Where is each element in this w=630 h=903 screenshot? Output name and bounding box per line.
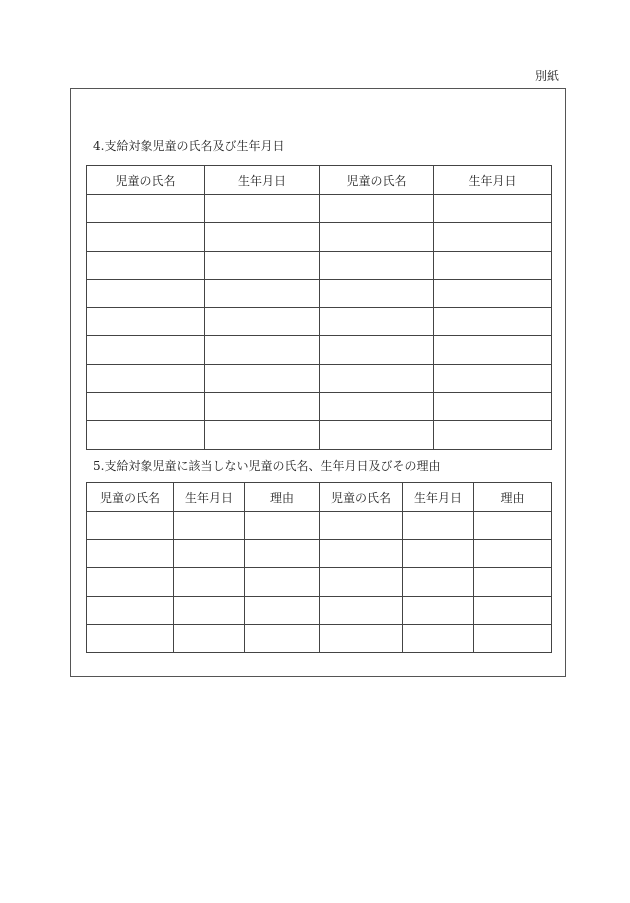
blank-entry-cell[interactable] [320, 624, 403, 652]
eligible-children-table [86, 165, 552, 450]
ineligible-children-table [86, 482, 552, 653]
section-5-title: 5.支給対象児童に該当しない児童の氏名、生年月日及びその理由 [93, 459, 441, 473]
blank-entry-cell[interactable] [87, 336, 205, 364]
section-4-title: 4.支給対象児童の氏名及び生年月日 [93, 139, 285, 153]
column-header-birthdate: 生年月日 [434, 166, 552, 195]
blank-entry-cell[interactable] [205, 336, 320, 364]
blank-entry-cell[interactable] [87, 279, 205, 307]
blank-entry-cell[interactable] [87, 596, 174, 624]
blank-entry-cell[interactable] [434, 308, 552, 336]
blank-entry-cell[interactable] [320, 223, 434, 251]
table-row [87, 251, 552, 279]
blank-entry-cell[interactable] [320, 393, 434, 421]
table-row [87, 364, 552, 392]
blank-entry-cell[interactable] [403, 568, 474, 596]
blank-entry-cell[interactable] [87, 512, 174, 540]
table-row [87, 336, 552, 364]
blank-entry-cell[interactable] [434, 364, 552, 392]
blank-entry-cell[interactable] [205, 251, 320, 279]
blank-entry-cell[interactable] [245, 596, 320, 624]
blank-entry-cell[interactable] [320, 421, 434, 449]
blank-entry-cell[interactable] [403, 540, 474, 568]
blank-entry-cell[interactable] [205, 393, 320, 421]
blank-entry-cell[interactable] [87, 308, 205, 336]
blank-entry-cell[interactable] [87, 393, 205, 421]
column-header-child-name: 児童の氏名 [87, 483, 174, 512]
blank-entry-cell[interactable] [174, 624, 245, 652]
blank-entry-cell[interactable] [87, 624, 174, 652]
blank-entry-cell[interactable] [320, 251, 434, 279]
table-row [87, 195, 552, 223]
table-row [87, 393, 552, 421]
table-row [87, 421, 552, 449]
blank-entry-cell[interactable] [434, 195, 552, 223]
blank-entry-cell[interactable] [205, 308, 320, 336]
blank-entry-cell[interactable] [474, 568, 552, 596]
column-header-child-name: 児童の氏名 [320, 483, 403, 512]
blank-entry-cell[interactable] [434, 223, 552, 251]
blank-entry-cell[interactable] [434, 251, 552, 279]
blank-entry-cell[interactable] [403, 624, 474, 652]
blank-entry-cell[interactable] [245, 624, 320, 652]
blank-entry-cell[interactable] [474, 512, 552, 540]
table-row [87, 568, 552, 596]
table-row [87, 540, 552, 568]
blank-entry-cell[interactable] [474, 596, 552, 624]
table-row [87, 223, 552, 251]
blank-entry-cell[interactable] [87, 195, 205, 223]
blank-entry-cell[interactable] [87, 540, 174, 568]
table-header-row [87, 166, 552, 195]
blank-entry-cell[interactable] [320, 540, 403, 568]
column-header-birthdate: 生年月日 [174, 483, 245, 512]
blank-entry-cell[interactable] [174, 540, 245, 568]
blank-entry-cell[interactable] [434, 279, 552, 307]
blank-entry-cell[interactable] [87, 223, 205, 251]
column-header-reason: 理由 [245, 483, 320, 512]
blank-entry-cell[interactable] [403, 512, 474, 540]
blank-entry-cell[interactable] [245, 568, 320, 596]
blank-entry-cell[interactable] [434, 393, 552, 421]
blank-entry-cell[interactable] [320, 596, 403, 624]
blank-entry-cell[interactable] [320, 279, 434, 307]
blank-entry-cell[interactable] [320, 336, 434, 364]
blank-entry-cell[interactable] [87, 251, 205, 279]
blank-entry-cell[interactable] [205, 421, 320, 449]
column-header-child-name: 児童の氏名 [320, 166, 434, 195]
blank-entry-cell[interactable] [87, 568, 174, 596]
blank-entry-cell[interactable] [474, 540, 552, 568]
table-row [87, 308, 552, 336]
blank-entry-cell[interactable] [174, 512, 245, 540]
blank-entry-cell[interactable] [320, 308, 434, 336]
table-row [87, 512, 552, 540]
blank-entry-cell[interactable] [403, 596, 474, 624]
column-header-birthdate: 生年月日 [403, 483, 474, 512]
table-row [87, 596, 552, 624]
blank-entry-cell[interactable] [174, 596, 245, 624]
blank-entry-cell[interactable] [205, 223, 320, 251]
blank-entry-cell[interactable] [205, 195, 320, 223]
page-label: 別紙 [535, 69, 560, 83]
table-row [87, 279, 552, 307]
blank-entry-cell[interactable] [205, 279, 320, 307]
blank-entry-cell[interactable] [245, 512, 320, 540]
table-header-row [87, 483, 552, 512]
column-header-birthdate: 生年月日 [205, 166, 320, 195]
column-header-reason: 理由 [474, 483, 552, 512]
blank-entry-cell[interactable] [87, 421, 205, 449]
blank-entry-cell[interactable] [320, 568, 403, 596]
blank-entry-cell[interactable] [174, 568, 245, 596]
table-row [87, 624, 552, 652]
blank-entry-cell[interactable] [87, 364, 205, 392]
blank-entry-cell[interactable] [320, 195, 434, 223]
blank-entry-cell[interactable] [245, 540, 320, 568]
blank-entry-cell[interactable] [320, 364, 434, 392]
blank-entry-cell[interactable] [205, 364, 320, 392]
blank-entry-cell[interactable] [434, 421, 552, 449]
column-header-child-name: 児童の氏名 [87, 166, 205, 195]
blank-entry-cell[interactable] [474, 624, 552, 652]
blank-entry-cell[interactable] [434, 336, 552, 364]
blank-entry-cell[interactable] [320, 512, 403, 540]
